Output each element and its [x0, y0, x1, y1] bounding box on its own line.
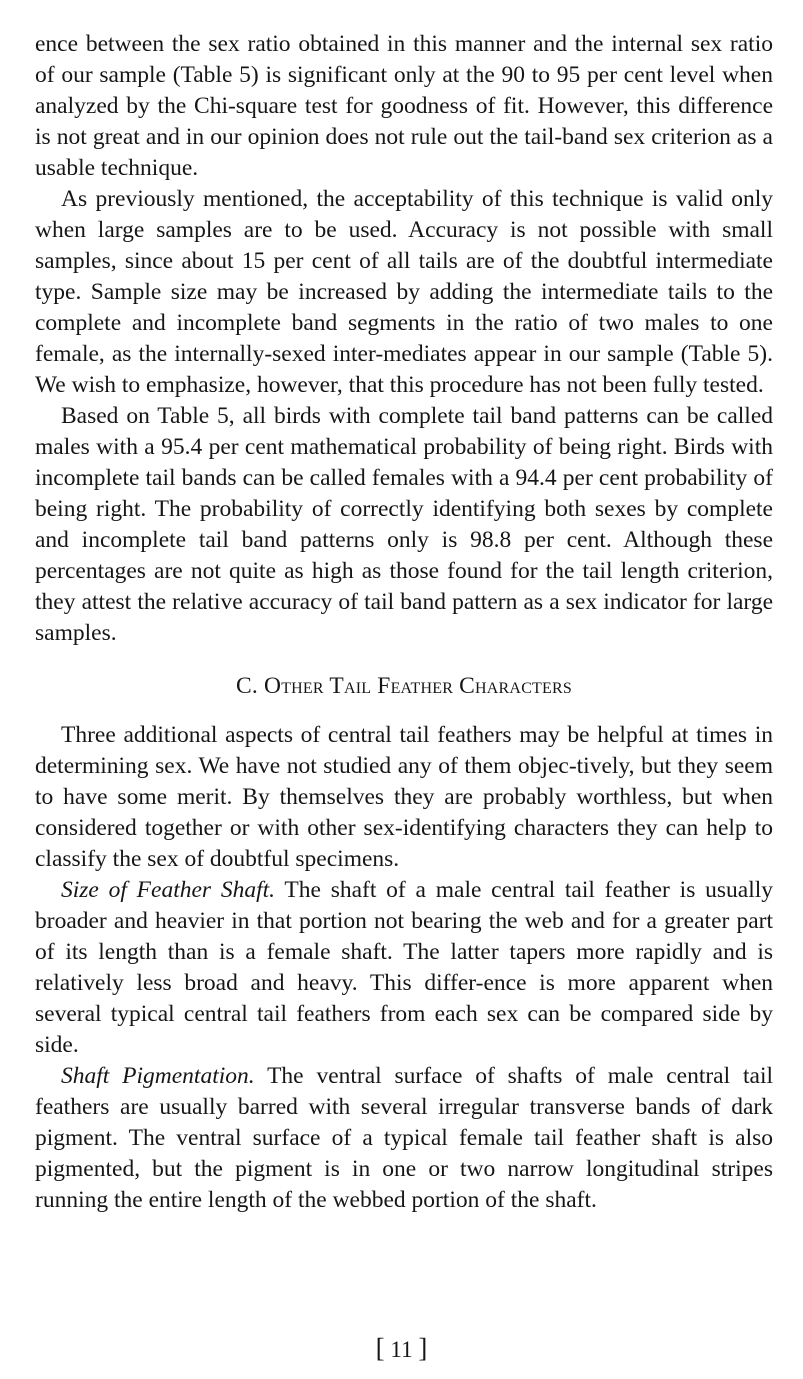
page-body — [35, 29, 773, 1216]
subsection-title-shaft-pigmentation: Shaft Pigmentation. — [61, 1063, 255, 1089]
paragraph-shaft-pigmentation — [35, 1061, 773, 1216]
page-number-bracket-open: [ — [375, 1333, 385, 1363]
page-number-value: 11 — [390, 1337, 413, 1362]
section-heading: C. Other Tail Feather Characters — [236, 673, 572, 699]
page-number — [0, 1333, 803, 1364]
subsection-title-shaft-size: Size of Feather Shaft. — [61, 877, 276, 903]
paragraph-sex-ratio-continuation: ence between the sex ratio obtained in this manner and the internal sex ratio of our sample (Table 5) is significant only at the 90 to 95 per cent level when analyzed by the Chi-square test for goodness of fit. However, this difference is not great and in our opinion does not rule out the tail-band sex criterion as a usable technique. — [35, 31, 773, 181]
paragraph-probability: Based on Table 5, all birds with complete tail band patterns can be called males with a 95.4 per cent mathematical probability of being right. Birds with incomplete tail bands can be called females with a 94.4 per cent probability of being right. The probability of correctly identifying both sexes by complete and incomplete tail band patterns only is 98.8 per cent. Although these percentages are not quite as high as those found for the tail length criterion, they attest the relative accuracy of tail band pattern as a sex indicator for large samples. — [35, 403, 773, 646]
page-number-bracket-close: ] — [418, 1333, 428, 1363]
paragraph-feather-shaft-size — [35, 875, 773, 1061]
subsection-text-shaft-size: The shaft of a male central tail feather is usually broader and heavier in that portion not bearing the web and for a greater part of its length than is a female shaft. The latter tapers more rapidly and is relatively less broad and heavy. This differ-ence is more apparent when several typical central tail feathers from each sex can be compared side by side. — [35, 877, 773, 1058]
subsection-text-shaft-pigmentation: The ventral surface of shafts of male central tail feathers are usually barred with several irregular transverse bands of dark pigment. The ventral surface of a typical female tail feather shaft is also pigmented, but the pigment is in one or two narrow longitudinal stripes running the entire length of the webbed portion of the shaft. — [35, 1063, 773, 1213]
paragraph-sample-size: As previously mentioned, the acceptability of this technique is valid only when large samples are to be used. Accuracy is not possible with small samples, since about 15 per cent of all tails are of the doubtful intermediate type. Sample size may be increased by adding the intermediate tails to the complete and incomplete band segments in the ratio of two males to one female, as the internally-sexed inter-mediates appear in our sample (Table 5). We wish to emphasize, however, that this procedure has not been fully tested. — [35, 186, 773, 398]
paragraph-section-intro: Three additional aspects of central tail feathers may be helpful at times in determining sex. We have not studied any of them objec-tively, but they seem to have some merit. By themselves they are probably worthless, but when considered together or with other sex-identifying characters they can help to classify the sex of doubtful specimens. — [35, 722, 773, 872]
